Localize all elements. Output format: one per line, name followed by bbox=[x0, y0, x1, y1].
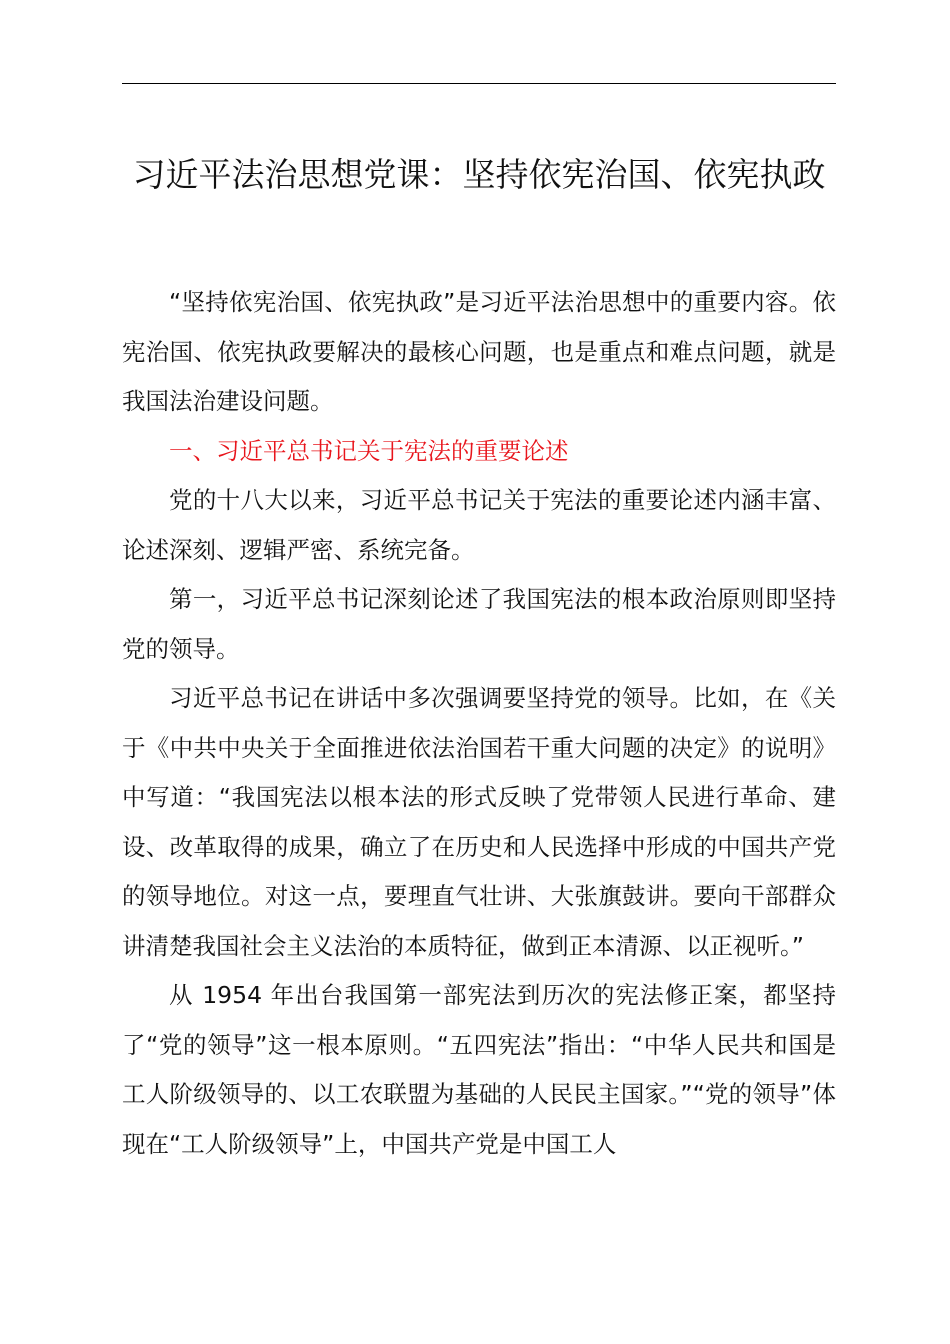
paragraph-overview: 党的十八大以来，习近平总书记关于宪法的重要论述内涵丰富、论述深刻、逻辑严密、系统完备。 bbox=[122, 486, 836, 564]
section-heading: 一、习近平总书记关于宪法的重要论述 bbox=[169, 436, 569, 465]
paragraph-first-point: 第一，习近平总书记深刻论述了我国宪法的根本政治原则即坚持党的领导。 bbox=[122, 585, 836, 663]
paragraph-quote: 习近平总书记在讲话中多次强调要坚持党的领导。比如，在《关于《中共中央关于全面推进依法治国若干重大问题的决定》的说明》中写道：“我国宪法以根本法的形式反映了党带领人民进行革命、建设、改革取得的成果，确立了在历史和人民选择中形成的中国共产党的领导地位。对这一点，要理直气壮讲、大张旗鼓讲。要向干部群众讲清楚我国社会主义法治的本质特征，做到正本清源、以正视听。” bbox=[122, 684, 836, 960]
document-body bbox=[122, 278, 836, 1169]
paragraph-intro: “坚持依宪治国、依宪执政”是习近平法治思想中的重要内容。依宪治国、依宪执政要解决的最核心问题，也是重点和难点问题，就是我国法治建设问题。 bbox=[122, 288, 836, 415]
document-title: 习近平法治思想党课：坚持依宪治国、依宪执政 bbox=[132, 155, 826, 194]
header-rule bbox=[122, 83, 836, 84]
paragraph-history: 从 1954 年出台我国第一部宪法到历次的宪法修正案，都坚持了“党的领导”这一根本原则。“五四宪法”指出：“中华人民共和国是工人阶级领导的、以工农联盟为基础的人民民主国家。”“党的领导”体现在“工人阶级领导”上，中国共产党是中国工人 bbox=[122, 981, 836, 1158]
